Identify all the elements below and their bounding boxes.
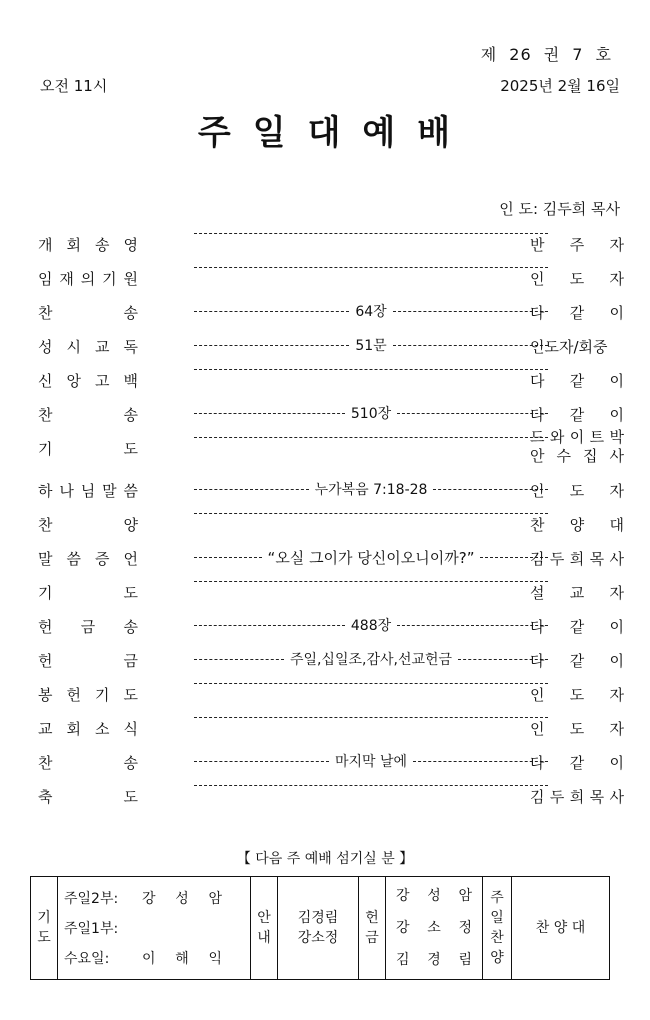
order-row	[38, 644, 624, 674]
order-row	[38, 712, 624, 742]
order-item-name: 기 도	[38, 440, 138, 458]
order-row	[38, 576, 624, 606]
order-item-name: 기 도	[38, 584, 138, 602]
order-item-detail	[194, 615, 548, 635]
leader-dots	[397, 413, 548, 414]
order-item-detail	[194, 267, 548, 268]
offering-name: 강 성 암	[396, 888, 472, 904]
order-row	[38, 262, 624, 292]
order-item-label: 51문	[355, 338, 387, 354]
order-item-name: 말 씀 증 언	[38, 550, 138, 568]
order-item-person: 설 교 자	[530, 584, 624, 602]
order-row	[38, 780, 624, 810]
order-item-name: 성 시 교 독	[38, 338, 138, 356]
leader-dots	[194, 437, 548, 438]
order-item-person: 다 같 이	[530, 618, 624, 636]
order-item-name: 찬 송	[38, 406, 138, 424]
leader-dots	[194, 413, 345, 414]
order-item-detail	[194, 369, 548, 370]
issue-number: 제 26 권 7 호	[480, 45, 612, 64]
service-time: 오전 11시	[40, 77, 108, 95]
order-row	[38, 296, 624, 326]
choir-label-cell	[483, 877, 512, 980]
leader-dots	[194, 489, 309, 490]
order-item-person: 김 두 희 목 사	[530, 788, 624, 806]
order-item-label: 마지막 날에	[334, 754, 408, 770]
order-item-name: 찬 양	[38, 516, 138, 534]
order-item-person: 인 도 자	[530, 686, 624, 704]
order-item-person: 인 도 자	[530, 720, 624, 738]
order-item-detail	[194, 547, 548, 568]
service-leader: 인 도: 김두희 목사	[499, 200, 620, 218]
order-item-detail	[194, 581, 548, 582]
prayer-roles-cell	[58, 877, 251, 980]
order-row	[38, 508, 624, 538]
leader-dots	[194, 717, 548, 718]
order-item-label: 누가복음 7:18-28	[314, 482, 428, 498]
order-row	[38, 330, 624, 360]
choir-label: 주 일 찬 양	[490, 890, 504, 966]
order-item-detail	[194, 233, 548, 234]
order-item-person: 드 와 이 트 박 안 수 집 사	[530, 428, 624, 465]
order-row	[38, 746, 624, 776]
leader-dots	[194, 683, 548, 684]
order-item-detail	[194, 479, 548, 499]
order-item-detail	[194, 437, 548, 438]
order-row	[38, 474, 624, 504]
choir-cell	[512, 877, 610, 980]
order-item-detail	[194, 683, 548, 684]
order-item-person: 김 두 희 목 사	[530, 550, 624, 568]
order-item-name: 신 앙 고 백	[38, 372, 138, 390]
order-item-person: 다 같 이	[530, 406, 624, 424]
order-row	[38, 542, 624, 572]
guide-name: 강소정	[297, 930, 339, 946]
role-value: 이 해 익	[142, 951, 222, 967]
order-row	[38, 428, 624, 465]
guide-label: 안 내	[257, 910, 271, 946]
choir-name: 찬 양 대	[535, 920, 586, 936]
role-row	[64, 883, 244, 913]
offering-name: 김 경 림	[396, 952, 472, 968]
offering-cell	[386, 877, 483, 980]
leader-dots	[194, 311, 349, 312]
order-item-label: 488장	[350, 618, 392, 634]
order-item-name: 헌 금 송	[38, 618, 138, 636]
leader-dots	[413, 761, 548, 762]
order-item-detail	[194, 785, 548, 786]
order-item-name: 축 도	[38, 788, 138, 806]
offering-label: 헌 금	[365, 910, 379, 946]
order-row	[38, 610, 624, 640]
order-item-person: 인 도 자	[530, 482, 624, 500]
order-item-name: 헌 금	[38, 652, 138, 670]
order-item-person: 반 주 자	[530, 236, 624, 254]
guide-label-cell	[251, 877, 278, 980]
role-key: 주일2부:	[64, 891, 119, 907]
order-item-label: 64장	[355, 304, 387, 320]
order-item-name: 개 회 송 영	[38, 236, 138, 254]
leader-dots	[194, 369, 548, 370]
order-item-detail	[194, 301, 548, 321]
order-item-name: 임 재 의 기 원	[38, 270, 138, 288]
leader-dots	[393, 311, 548, 312]
guides-cell	[278, 877, 359, 980]
order-item-detail	[194, 513, 548, 514]
prayer-label: 기 도	[37, 910, 51, 946]
next-week-title: 【 다음 주 예배 섬기실 분 】	[236, 851, 414, 867]
leader-dots	[194, 233, 548, 234]
order-item-person: 다 같 이	[530, 652, 624, 670]
order-item-name: 봉 헌 기 도	[38, 686, 138, 704]
guide-name: 김경림	[297, 910, 339, 926]
order-item-detail	[194, 335, 548, 355]
leader-dots	[397, 625, 548, 626]
offering-name: 강 소 정	[396, 920, 472, 936]
leader-dots	[194, 267, 548, 268]
order-row	[38, 364, 624, 394]
order-item-name: 찬 송	[38, 304, 138, 322]
order-item-person: 다 같 이	[530, 304, 624, 322]
order-item-person: 다 같 이	[530, 754, 624, 772]
order-item-detail	[194, 717, 548, 718]
leader-dots	[194, 785, 548, 786]
order-item-label: 주일,십일조,감사,선교헌금	[289, 652, 453, 668]
order-item-label: “오실 그이가 당신이오니이까?”	[267, 549, 475, 567]
role-row	[64, 913, 244, 943]
leader-dots	[194, 345, 349, 346]
order-item-person: 다 같 이	[530, 372, 624, 390]
order-row	[38, 678, 624, 708]
leader-dots	[194, 761, 329, 762]
order-item-name: 찬 송	[38, 754, 138, 772]
order-item-person: 찬 양 대	[530, 516, 624, 534]
leader-dots	[393, 345, 548, 346]
service-date: 2025년 2월 16일	[500, 77, 620, 95]
order-item-detail	[194, 403, 548, 423]
role-value: 강 성 암	[142, 891, 222, 907]
page-title: 주일대예배	[197, 113, 473, 153]
order-item-person: 인 도 자	[530, 270, 624, 288]
order-item-label: 510장	[350, 406, 392, 422]
role-key: 수요일:	[64, 951, 110, 967]
order-item-detail	[194, 751, 548, 771]
leader-dots	[194, 513, 548, 514]
order-row	[38, 398, 624, 428]
leader-dots	[194, 581, 548, 582]
prayer-label-cell	[31, 877, 58, 980]
role-key: 주일1부:	[64, 921, 119, 937]
role-row	[64, 943, 244, 973]
leader-dots	[194, 659, 284, 660]
next-week-table	[30, 876, 610, 980]
order-item-person: 인도자/회중	[530, 338, 608, 356]
leader-dots	[194, 625, 345, 626]
order-item-name: 하 나 님 말 씀	[38, 482, 138, 500]
offering-label-cell	[359, 877, 386, 980]
order-row	[38, 228, 624, 258]
order-item-detail	[194, 649, 548, 669]
leader-dots	[194, 557, 262, 558]
order-item-name: 교 회 소 식	[38, 720, 138, 738]
